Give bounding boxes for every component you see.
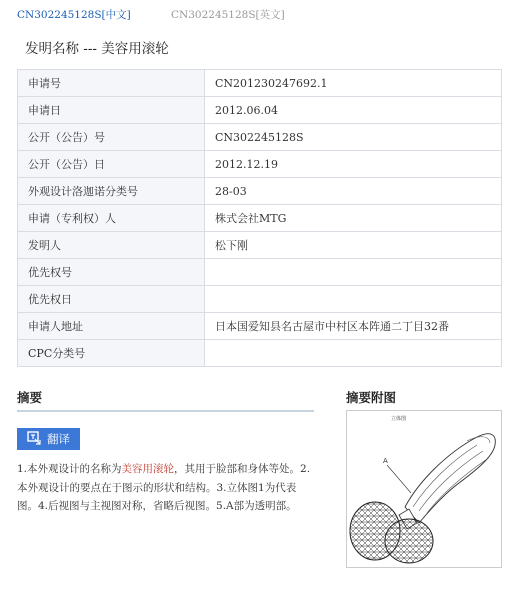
- figure-heading: 摘要附图: [346, 390, 397, 405]
- info-label: 优先权号: [18, 259, 205, 286]
- info-value: 日本国爱知县名古屋市中村区本阵通二丁目32番: [205, 313, 502, 340]
- abstract-text-start: 1.本外观设计的名称为: [17, 463, 122, 475]
- info-label: 发明人: [18, 232, 205, 259]
- info-label: 申请日: [18, 97, 205, 124]
- tab-english[interactable]: CN302245128S[英文]: [171, 9, 285, 21]
- info-row: [18, 340, 502, 367]
- info-label: 公开（公告）号: [18, 124, 205, 151]
- translate-icon: [27, 431, 41, 448]
- abstract-highlight[interactable]: 美容用滚轮: [121, 463, 175, 475]
- info-row: [18, 97, 502, 124]
- abstract-text: [17, 460, 317, 516]
- info-label: CPC分类号: [18, 340, 205, 367]
- info-value: 松下刚: [205, 232, 502, 259]
- abstract-divider: [17, 410, 314, 412]
- abstract-section: [17, 388, 314, 512]
- page-title: [25, 37, 169, 57]
- info-row: [18, 286, 502, 313]
- roller-drawing: [347, 411, 501, 567]
- abstract-figure[interactable]: [346, 410, 502, 568]
- info-row: [18, 70, 502, 97]
- figure-section: [346, 388, 502, 465]
- info-value: 株式会社MTG: [205, 205, 502, 232]
- info-label: 申请（专利权）人: [18, 205, 205, 232]
- title-label: 发明名称 ---: [25, 41, 97, 57]
- info-label: 申请号: [18, 70, 205, 97]
- title-value: 美容用滚轮: [101, 41, 169, 57]
- marker-a: A: [383, 457, 388, 465]
- info-row: [18, 178, 502, 205]
- info-row: [18, 259, 502, 286]
- info-label: 公开（公告）日: [18, 151, 205, 178]
- info-value: CN302245128S: [205, 124, 502, 151]
- info-value: [205, 259, 502, 286]
- info-value: [205, 286, 502, 313]
- info-value: 28-03: [205, 178, 502, 205]
- info-row: [18, 313, 502, 340]
- info-value: CN201230247692.1: [205, 70, 502, 97]
- figure-caption: 立体图: [391, 416, 407, 422]
- info-label: 优先权日: [18, 286, 205, 313]
- info-row: [18, 151, 502, 178]
- translate-button[interactable]: [17, 428, 80, 450]
- info-row: [18, 232, 502, 259]
- info-label: 申请人地址: [18, 313, 205, 340]
- translate-label: 翻译: [47, 432, 70, 446]
- abstract-text-rest: ，其用于脸部和身体等处。2.本外观设计的要点在于图示的形状和结构。3.立体图1为代表图。4.后视图与主视图对称，省略后视图。5.A部为透明部。: [17, 463, 311, 512]
- info-value: [205, 340, 502, 367]
- abstract-heading: 摘要: [17, 390, 43, 405]
- tab-chinese[interactable]: CN302245128S[中文]: [17, 9, 131, 21]
- patent-info-table: [17, 69, 502, 367]
- info-label: 外观设计洛迦诺分类号: [18, 178, 205, 205]
- info-value: 2012.12.19: [205, 151, 502, 178]
- info-value: 2012.06.04: [205, 97, 502, 124]
- info-row: [18, 205, 502, 232]
- info-row: [18, 124, 502, 151]
